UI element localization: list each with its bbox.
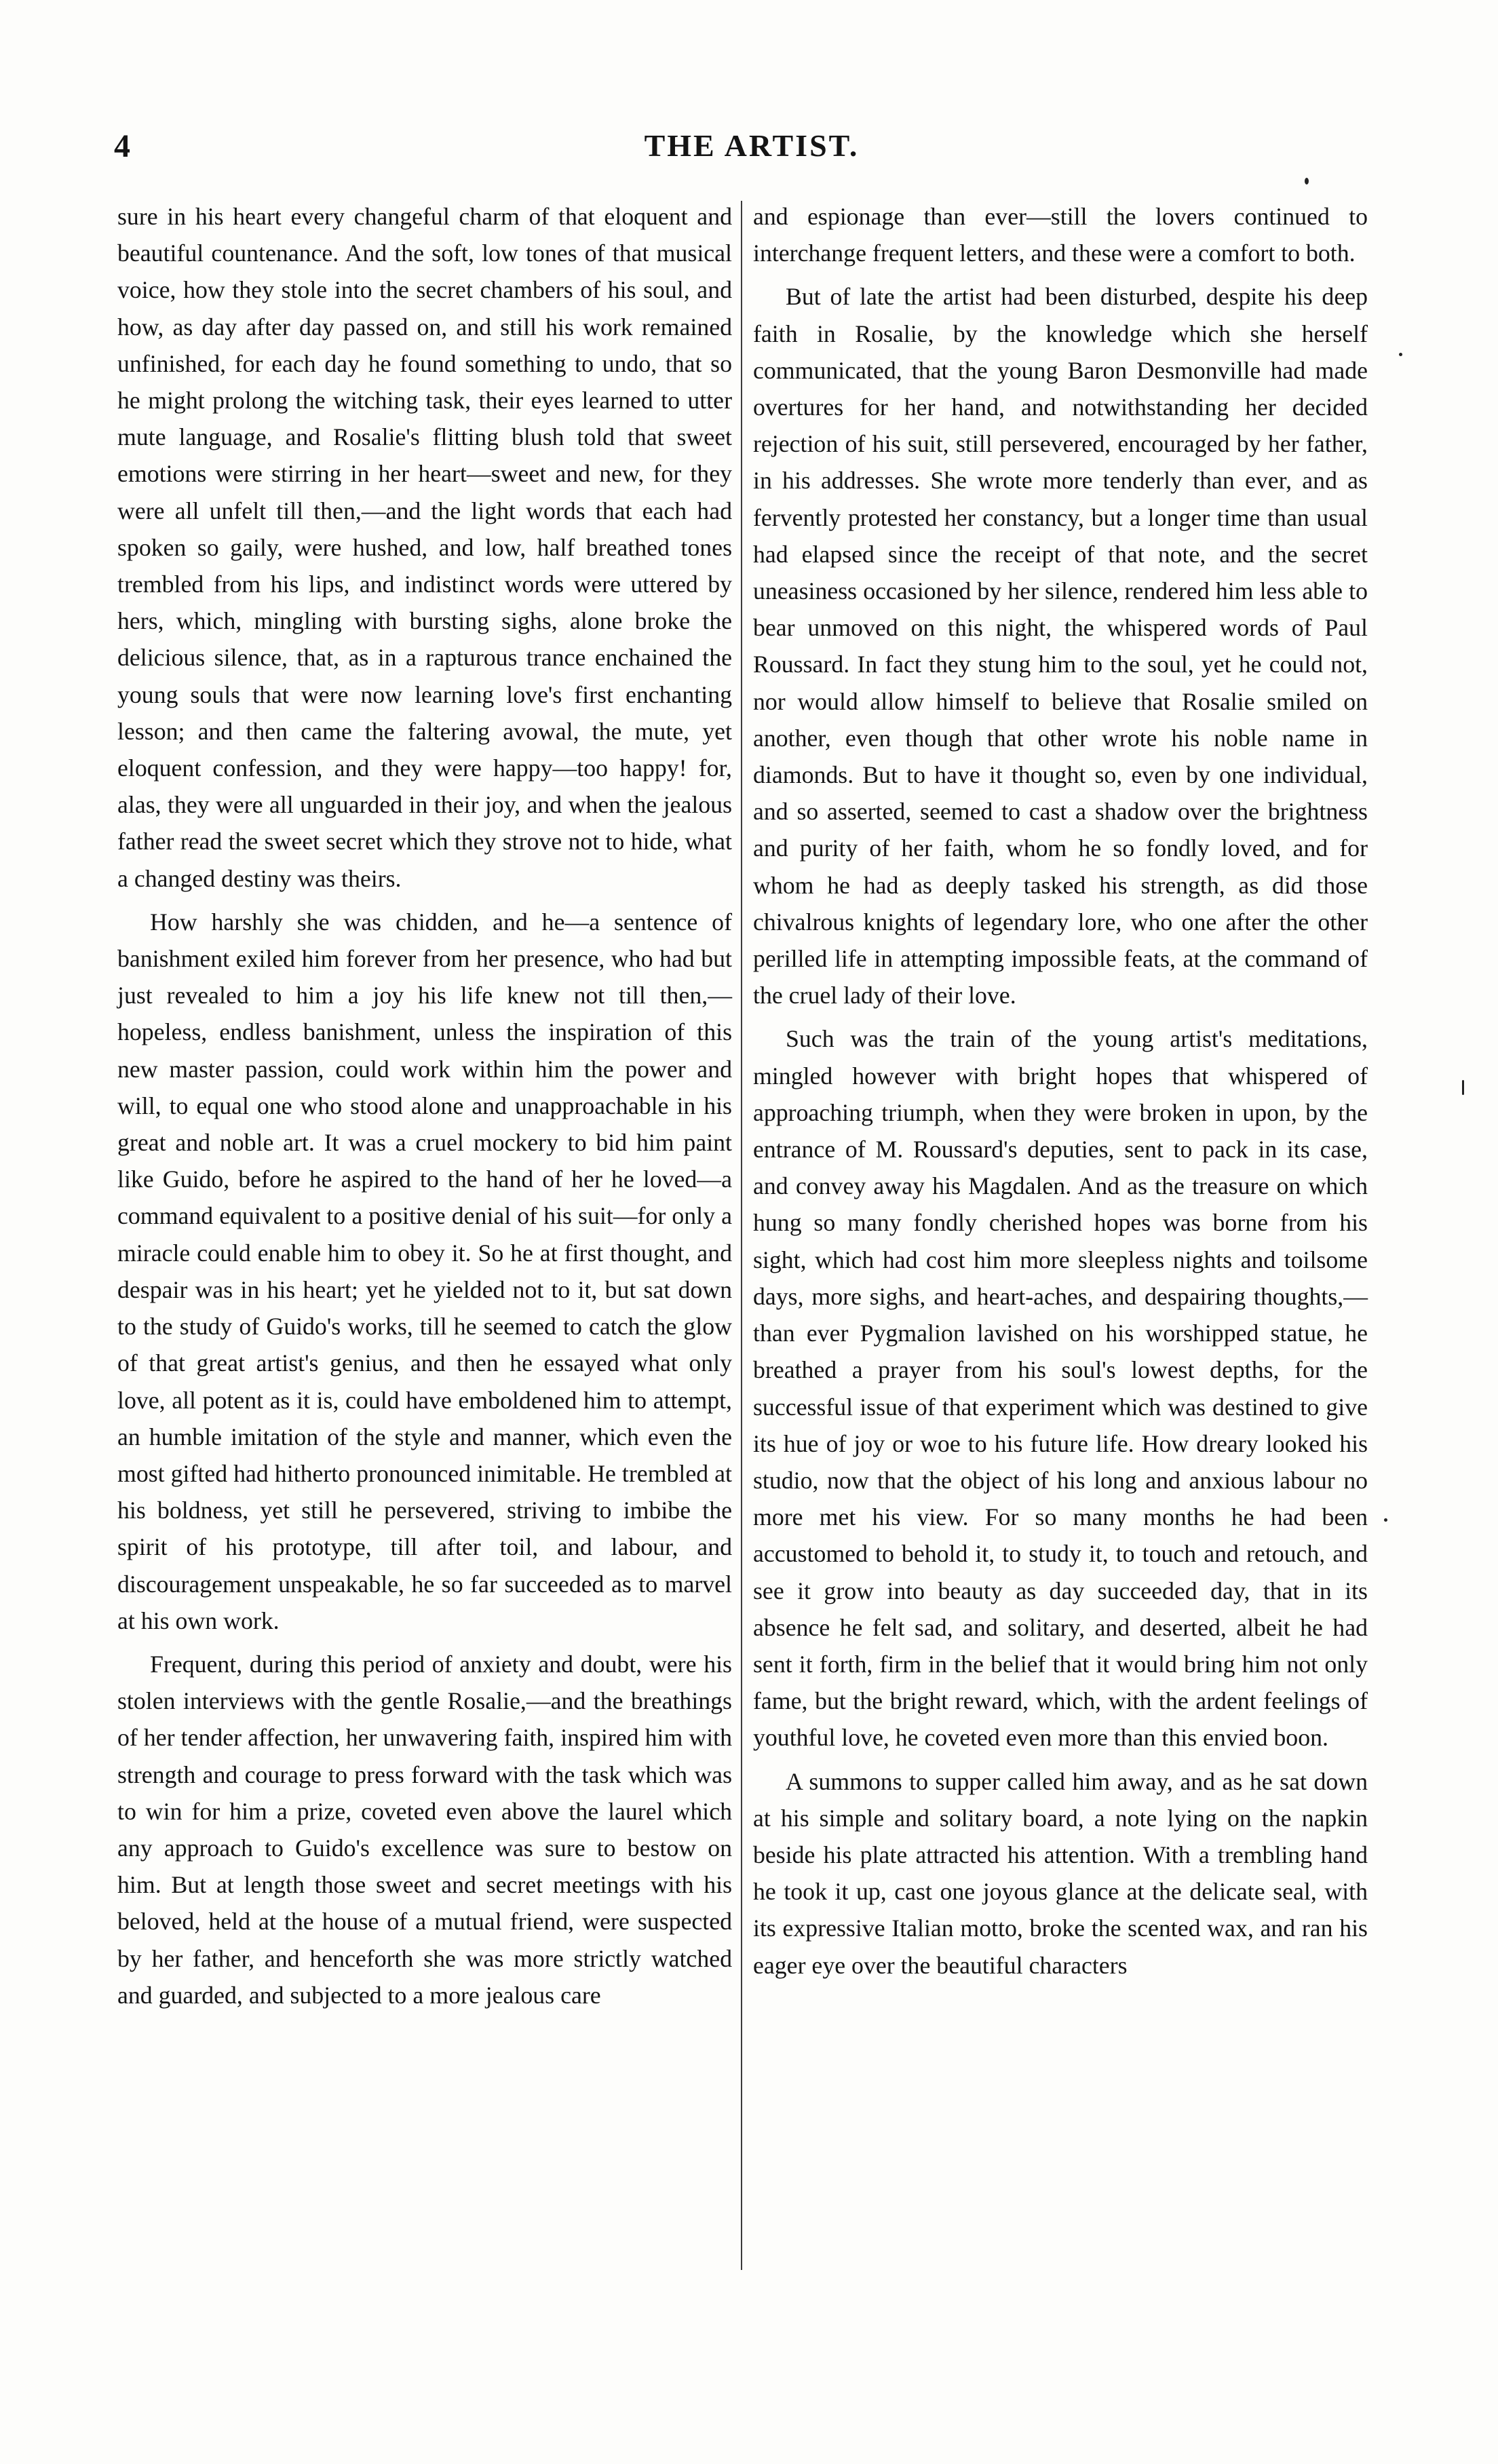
- ink-speck: [1399, 353, 1402, 356]
- paragraph: Such was the train of the young artist's meditations, mingled however with bright hopes that whispered of approaching triumph, when they were broken in upon, by the entrance of M. Roussard's deputies, sent to pack in its case, and convey away his Magdalen. And as the treasure on which hung so many fondly cherished hopes was borne from his sight, which had cost him more sleepless nights and toilsome days, more sighs, and heart-aches, and despairing thoughts,—than ever Pygmalion lavished on his worshipped statue, he breathed a prayer from his soul's lowest depths, for the successful issue of that experiment which was destined to give its hue of joy or woe to his future life. How dreary looked his studio, now that the object of his long and anxious labour no more met his view. For so many months he had been accustomed to behold it, to study it, to touch and retouch, and see it grow into beauty as day succeeded day, that in its absence he felt sad, and solitary, and deserted, albeit he had sent it forth, firm in the belief that it would bring him not only fame, but the bright reward, which, with the ardent feelings of youthful love, he coveted even more than this envied boon.: [753, 1025, 1368, 1752]
- page-number: 4: [114, 128, 131, 164]
- page-header: [114, 128, 1389, 182]
- paragraph: and espionage than ever—still the lovers continued to interchange frequent letters, and these were a comfort to both.: [753, 203, 1368, 267]
- ink-speck: [1462, 1080, 1464, 1095]
- paragraph: A summons to supper called him away, and as he sat down at his simple and solitary board, a note lying on the napkin beside his plate attracted his attention. With a trembling hand he took it up, cast one joyous glance at the delicate seal, with its expressive Italian motto, broke the scented wax, and ran his eager eye over the beautiful characters: [753, 1767, 1368, 1979]
- paragraph: But of late the artist had been disturbed, despite his deep faith in Rosalie, by the knowledge which she herself communicated, that the young Baron Desmonville had made overtures for her hand, and notwithstanding her decided rejection of his suit, still persevered, encouraged by her father, in his addresses. She wrote more tenderly than ever, and as fervently protested her constancy, but a longer time than usual had elapsed since the receipt of that note, and the secret uneasiness occasioned by her silence, rendered him less able to bear unmoved on this night, the whispered words of Paul Roussard. In fact they stung him to the soul, yet he could not, nor would allow himself to believe that Rosalie smiled on another, even though that other wrote his noble name in diamonds. But to have it thought so, even by one individual, and so asserted, seemed to cast a shadow over the brightness and purity of her faith, whom he so fondly loved, and for whom he had as deeply tasked his strength, as did those chivalrous knights of legendary lore, who one after the other perilled life in attempting impossible feats, at the command of the cruel lady of their love.: [753, 283, 1368, 1009]
- column-divider: [741, 201, 742, 2270]
- ink-speck: [1305, 178, 1309, 185]
- left-column: [117, 198, 732, 2020]
- right-column: [753, 198, 1368, 1990]
- paragraph: Frequent, during this period of anxiety and doubt, were his stolen interviews with the gentle Rosalie,—and the breathings of her tender affection, her unwavering faith, inspired him with strength and courage to press forward with the task which was to win for him a prize, coveted even above the laurel which any approach to Guido's excellence was sure to bestow on him. But at length those sweet and secret meetings with his beloved, held at the house of a mutual friend, were suspected by her father, and henceforth she was more strictly watched and guarded, and subjected to a more jealous care: [117, 1650, 732, 2009]
- ink-speck: [1384, 1518, 1387, 1522]
- paragraph: How harshly she was chidden, and he—a sentence of banishment exiled him forever from her presence, who had but just revealed to him a joy his life knew not till then,—hopeless, endless banishment, unless the inspiration of this new master passion, could work within him the power and will, to equal one who stood alone and unapproachable in his great and noble art. It was a cruel mockery to bid him paint like Guido, before he aspired to the hand of her he loved—a command equivalent to a positive denial of his suit—for only a miracle could enable him to obey it. So he at first thought, and despair was in his heart; yet he yielded not to it, but sat down to the study of Guido's works, till he seemed to catch the glow of that great artist's genius, and then he essayed what only love, all potent as it is, could have emboldened him to attempt, an humble imitation of the style and manner, which even the most gifted had hitherto pronounced inimitable. He trembled at his boldness, yet still he persevered, striving to imbibe the spirit of his prototype, till after toil, and labour, and discouragement unspeakable, he so far succeeded as to marvel at his own work.: [117, 908, 732, 1634]
- running-title: THE ARTIST.: [644, 128, 860, 163]
- paragraph: sure in his heart every changeful charm of that eloquent and beautiful countenance. And the soft, low tones of that musical voice, how they stole into the secret chambers of his soul, and how, as day after day passed on, and still his work remained unfinished, for each day he found something to undo, that so he might prolong the witching task, their eyes learned to utter mute language, and Rosalie's flitting blush told that sweet emotions were stirring in her heart—sweet and new, for they were all unfelt till then,—and the light words that each had spoken so gaily, were hushed, and low, half breathed tones trembled from his lips, and indistinct words were uttered by hers, which, mingling with bursting sighs, alone broke the delicious silence, that, as in a rapturous trance enchained the young souls that were now learning love's first enchanting lesson; and then came the faltering avowal, the mute, yet eloquent confession, and they were happy—too happy! for, alas, they were all unguarded in their joy, and when the jealous father read the sweet secret which they strove not to hide, what a changed destiny was theirs.: [117, 203, 732, 892]
